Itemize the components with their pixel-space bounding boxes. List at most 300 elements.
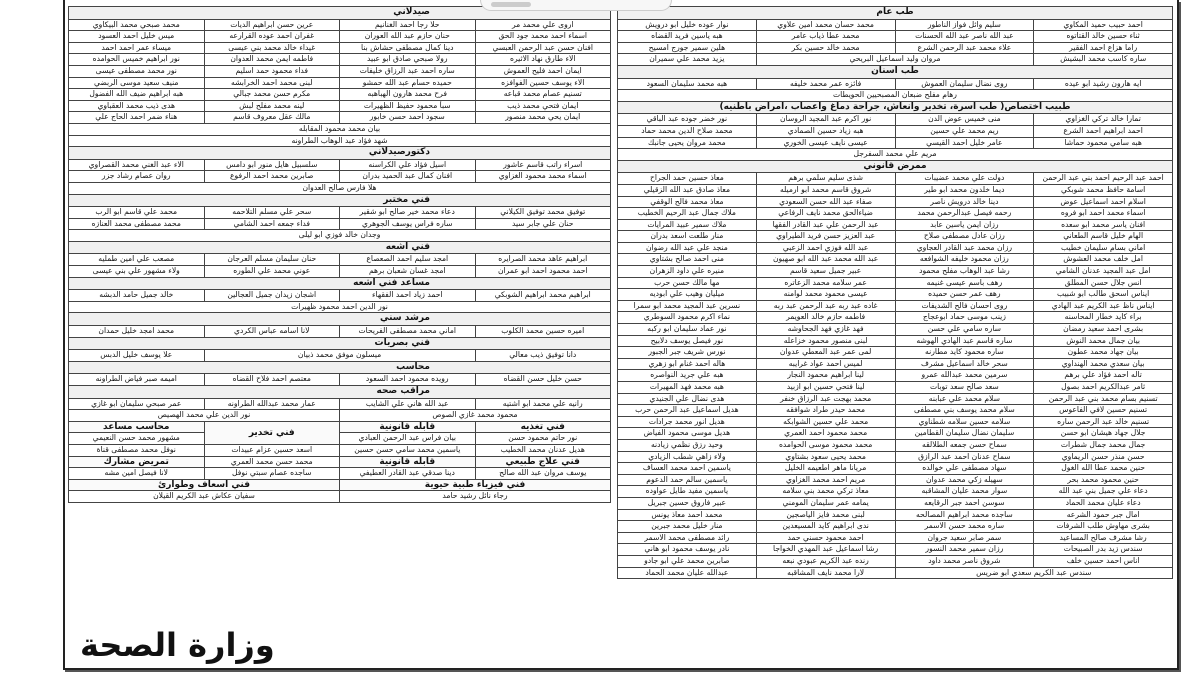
full-width-name: نور الدين احمد محمود ظهيرات: [69, 301, 611, 313]
name-cell: جلال جهاد هيشان ابو حسن: [1034, 428, 1173, 440]
name-cell: سهاد مصطفى علي خوالده: [895, 463, 1034, 475]
table-row: [618, 544, 1173, 556]
section-header-row: [69, 194, 611, 207]
name-cell: منى خميس عوض الدن: [895, 114, 1034, 126]
name-cell: نور فيصل يوسف دلابيح: [618, 335, 757, 347]
name-cell: امل عبد المجيد عدنان الشامي: [1034, 266, 1173, 278]
name-cell: ياسمين محمد سامي حسن حسين: [340, 444, 476, 456]
name-cell: اميره حسين محمد الكلوب: [475, 326, 611, 338]
name-cell: تاله احمد فؤاد علي برهم: [1034, 370, 1173, 382]
scrollbar-thumb[interactable]: [491, 2, 531, 7]
section-header-counselor: مرشد سني: [69, 313, 611, 326]
name-cell: معاذ تركي محمد بني سلامه: [756, 486, 895, 498]
table-row: [69, 326, 611, 338]
name-cell: نور اكرم عبد المجيد الروسان: [756, 114, 895, 126]
section-header-health-inspector: مراقب صحه: [69, 386, 611, 399]
name-cell: يوسف مروان عبد الله صالح: [475, 468, 611, 480]
section-header-row: [69, 147, 611, 160]
name-cell: رزان ايمن ياسين عابد: [895, 219, 1034, 231]
name-cell: حسن خليل حسن القضاه: [475, 374, 611, 386]
name-cell: محمد محمود موسى الحوامده: [756, 439, 895, 451]
name-cell: ولاء زاهي شطب الزيادي: [618, 451, 757, 463]
table-row: [69, 123, 611, 135]
horizontal-scrollbar[interactable]: [480, 0, 672, 11]
name-cell: ياسمين مفيد طايل عواوده: [618, 486, 757, 498]
name-cell: صابرين محمد علي ابو جادو: [618, 555, 757, 567]
name-cell: هديل موسى محمود الفياض: [618, 428, 757, 440]
name-cell: ايناس اسحق طالب ابو شبيب: [1034, 289, 1173, 301]
name-cell: هبه محمد سليمان السعود: [618, 78, 757, 90]
full-width-name: مريم علي محمد السفرجل: [618, 149, 1173, 161]
section-header-row: [69, 337, 611, 350]
name-cell: سفيان عكاش عبد الكريم القيلان: [69, 491, 340, 503]
name-cell: فائزه عمر محمد خليفه: [756, 78, 895, 90]
name-cell: اسامة حافظ محمد شوبكي: [1034, 184, 1173, 196]
name-cell: تسنيم خالد عبد الرحمن ساره: [1034, 416, 1173, 428]
name-cell: منيره علي داود الزهران: [618, 266, 757, 278]
name-cell: محمد احمد معاذ يونس: [618, 509, 757, 521]
name-cell: بيان جهاد محمد عطون: [1034, 347, 1173, 359]
subsection-title: فني فيزياء طبية حيوية: [340, 479, 611, 491]
table-row: [618, 114, 1173, 126]
section-header-specialist: طبيب اختصاص( طب اسرة، تخدير وانعاش، جراحة دماغ واعصاب ،امراض باطنيه): [618, 101, 1173, 114]
table-row: [69, 290, 611, 302]
name-cell: محمد محمود احمد العمري: [756, 428, 895, 440]
name-cell: بيان سعدي محمد الهنداوي: [1034, 358, 1173, 370]
table-row: [69, 433, 611, 445]
name-cell: بيان فراس عبد الرحمن العبادي: [340, 433, 476, 445]
section-header-row: [69, 241, 611, 254]
subsection-title: فني تخدير: [204, 421, 340, 444]
name-cell: سندس زيد بدر الصبيحات: [1034, 544, 1173, 556]
name-cell: حنان سليمان مسلم العرجان: [204, 254, 340, 266]
table-row: [618, 208, 1173, 220]
table-row: [69, 54, 611, 66]
name-cell: هديل عدنان محمد الخطيب: [475, 444, 611, 456]
name-cell: توفيق محمد توفيق الكيلاني: [475, 207, 611, 219]
section-header-lab-tech: فني مختبر: [69, 194, 611, 207]
name-cell: عبد الرحمن علي عبد القادر الفقها: [756, 219, 895, 231]
table-row: [618, 439, 1173, 451]
table-row: [69, 89, 611, 101]
table-row: [69, 456, 611, 468]
name-cell: ايمان احمد فليح العموش: [475, 65, 611, 77]
section-header-row: [618, 101, 1173, 114]
name-cell: دينا صدقي عبد القادر العطيفي: [340, 468, 476, 480]
table-row: [69, 410, 611, 422]
section-header-row: [69, 313, 611, 326]
section-header-row: [69, 386, 611, 399]
name-cell: ثناء حسين خالد القتاتوه: [1034, 31, 1173, 43]
table-row: [69, 230, 611, 242]
name-cell: اشجان زيدان جميل العجالين: [204, 290, 340, 302]
name-cell: اسراء راتب قاسم عاشور: [475, 159, 611, 171]
section-header-row: [618, 65, 1173, 78]
name-cell: مريم احمد محمد الغزاوي: [756, 474, 895, 486]
name-cell: تسنيم حسين لافي الفاعوس: [1034, 405, 1173, 417]
table-row: [618, 416, 1173, 428]
table-row: [618, 497, 1173, 509]
name-cell: الاء عبد الغني محمد القصراوي: [69, 159, 205, 171]
name-cell: جمال محمد جمال شطرات: [1034, 439, 1173, 451]
name-cell: براء كايد خطار المحاسنه: [1034, 312, 1173, 324]
name-cell: ابراهيم محمد ابراهيم الشوبكي: [475, 290, 611, 302]
name-cell: ندى ابراهيم كايد المسيعدين: [756, 521, 895, 533]
section-header-radiology-assistant: مساعد فني اشعه: [69, 277, 611, 290]
name-cell: معاذ صادق عبد الله الزقيلي: [618, 184, 757, 196]
table-row: [618, 463, 1173, 475]
subsection-title: محاسب مساعد: [69, 421, 205, 433]
left-panel: [68, 6, 611, 503]
table-row: [69, 266, 611, 278]
name-cell: امجد سليم احمد الصعصاع: [340, 254, 476, 266]
name-cell: هبه زياد حسين الصمادي: [756, 125, 895, 137]
table-row: [618, 532, 1173, 544]
name-cell: صفاء عبد الله حسن السعودي: [756, 196, 895, 208]
name-cell: احمد محمود حسني حمد: [756, 532, 895, 544]
name-cell: منجد علي عبد الله رضوان: [618, 242, 757, 254]
name-cell: اسعد حسين عزام عبيدات: [204, 444, 340, 456]
name-cell: دينا خالد درويش ناصر: [895, 196, 1034, 208]
name-cell: ايه هارون رشيد ابو عيده: [1034, 78, 1173, 90]
name-cell: سلسبيل هايل منور ابو دامس: [204, 159, 340, 171]
name-cell: سماح حسن جمعه الطلالقه: [895, 439, 1034, 451]
name-cell: رشا عبد الوهاب مفلح محمود: [895, 266, 1034, 278]
name-cell: زينب موسى حماد ابوعجاج: [895, 312, 1034, 324]
name-cell: سلام محمد يوسف بني مصطفى: [895, 405, 1034, 417]
name-cell: رائد مصطفى محمد الاسمر: [618, 532, 757, 544]
name-cell: غيداء خالد محمد بني عيسى: [204, 42, 340, 54]
name-cell: احمد عبد الرحيم احمد بني عبد الرحمن: [1034, 173, 1173, 185]
name-cell: روى احسان فالح الشديفات: [895, 300, 1034, 312]
name-cell: يزيد محمد علي سميران: [618, 54, 757, 66]
name-cell: بشرى احمد سعيد رمضان: [1034, 324, 1173, 336]
table-row: [618, 184, 1173, 196]
name-cell: نور حاتم محمود حسن: [475, 433, 611, 445]
name-cell: سعد صالح سعد توبات: [895, 382, 1034, 394]
section-header-row: [69, 361, 611, 374]
name-cell: ايناس ناظ عبد الكريم عبد الهادي: [1034, 300, 1173, 312]
name-cell: صابرين محمد احمد الرفوع: [204, 171, 340, 183]
table-row: [69, 421, 611, 433]
table-row: [618, 277, 1173, 289]
name-cell: الاء يوسف حسين الفوافزه: [475, 77, 611, 89]
name-cell: سندس عبد الكريم سعدي ابو ضريس: [895, 567, 1173, 579]
name-cell: نور عماد سليمان ابو ركبه: [618, 324, 757, 336]
name-cell: حميده حسام عبد الله حمشو: [340, 77, 476, 89]
subsection-title: فني اسعاف وطوارئ: [69, 479, 340, 491]
table-row: [618, 78, 1173, 90]
name-cell: سمر صابر سعيد جروان: [895, 532, 1034, 544]
table-row: [69, 171, 611, 183]
full-width-name: بيان محمد محمود المقابله: [69, 123, 611, 135]
name-cell: نور محمد مصطفى عيسى: [69, 65, 205, 77]
table-row: [69, 254, 611, 266]
name-cell: لميس احمد عواد غرايبه: [756, 358, 895, 370]
name-cell: علا يوسف خليل الدبس: [69, 350, 205, 362]
name-cell: منيف سعيد موسى الربضي: [69, 77, 205, 89]
name-cell: حنان حازم عبد الله العوران: [340, 31, 476, 43]
name-cell: حنين محمود محمد بحر: [1034, 474, 1173, 486]
name-cell: عبد العزيز حسن فريد الطيراوي: [756, 231, 895, 243]
name-cell: ريم محمد علي حسين: [895, 125, 1034, 137]
table-row: [69, 77, 611, 89]
name-cell: اسيل فؤاد علي الكراسنه: [340, 159, 476, 171]
name-cell: شروق قاسم محمد ابو ارميله: [756, 184, 895, 196]
table-row: [69, 135, 611, 147]
right-panel: [617, 6, 1173, 579]
name-cell: انس جلال حسن المطلق: [1034, 277, 1173, 289]
table-row: [618, 90, 1173, 102]
full-width-name: رهام مفلح ضبعان المصبحيين الحويطات: [618, 90, 1173, 102]
name-cell: ياسمين سالم حمد الدعوم: [618, 474, 757, 486]
name-cell: هبه ابراهيم ضيف الله الفضول: [69, 89, 205, 101]
name-cell: ملاك جمال عبد الرحيم الخطيب: [618, 208, 757, 220]
table-row: [69, 65, 611, 77]
name-cell: ديما خلدون محمد ابو طير: [895, 184, 1034, 196]
name-cell: مشهور محمد حسن النعيمي: [69, 433, 205, 445]
name-cell: سوسن احمد جبر الرقايعه: [895, 497, 1034, 509]
name-cell: عامر خليل احمد القيسي: [895, 137, 1034, 149]
name-cell: ساره محمود كايد مطارنه: [895, 347, 1034, 359]
name-cell: ملاك سمير عبيد المرايات: [618, 219, 757, 231]
name-cell: رهف عمر حسن حميده: [895, 289, 1034, 301]
name-cell: محمد عطا ذياب عامر: [756, 31, 895, 43]
name-cell: ساره كاسب محمد البشيش: [1034, 54, 1173, 66]
name-cell: غاده عبد ربه عبد الرحمن عبد ربه: [756, 300, 895, 312]
name-cell: هدى ذيب محمد العقباوي: [69, 100, 205, 112]
subsection-title: قابله قانونية: [340, 421, 476, 433]
name-cell: رزان سمير محمد النسور: [895, 544, 1034, 556]
name-cell: هديل انور محمد جرادات: [618, 416, 757, 428]
name-cell: عبد الله فوزي احمد الزعبي: [756, 242, 895, 254]
name-cell: دينا كمال مصطفى حشاش بنا: [340, 42, 476, 54]
section-header-row: [618, 160, 1173, 173]
name-cell: ساره محمد حسن الاسمر: [895, 521, 1034, 533]
name-cell: سجود احمد حسن خابور: [340, 112, 476, 124]
name-cell: رزان محمود خليفه الشوافعه: [895, 254, 1034, 266]
name-cell: حنان علي جابر سيد: [475, 218, 611, 230]
name-cell: عيسى محمود محمد لوامنه: [756, 289, 895, 301]
name-cell: رشا مشرف صالح المساعيد: [1034, 532, 1173, 544]
table-row: [69, 444, 611, 456]
name-cell: عبد الله هاني علي الشايب: [340, 398, 476, 410]
table-row: [69, 100, 611, 112]
table-row: [618, 405, 1173, 417]
name-cell: غفران احمد عوده القرارعه: [204, 31, 340, 43]
right-table: [617, 6, 1173, 579]
name-cell: فرح محمد هارون الهباهبه: [340, 89, 476, 101]
section-header-radiology: فني اشعه: [69, 241, 611, 254]
name-cell: اسلام احمد اسماعيل عوض: [1034, 196, 1173, 208]
name-cell: فداء جمعه احمد الشامي: [204, 218, 340, 230]
name-cell: رزان عادل مصطفى صلاح: [895, 231, 1034, 243]
name-cell: دعاء محمد خير صالح ابو شقير: [340, 207, 476, 219]
name-cell: دعاء عليان محمد الحماد: [1034, 497, 1173, 509]
full-width-name: محمود محمد غازي الصوص: [340, 410, 611, 422]
table-row: [618, 19, 1173, 31]
name-cell: فاطمه حازم خالد العويمر: [756, 312, 895, 324]
section-header-nursing: ممرض قانوني: [618, 160, 1173, 173]
name-cell: محمد حسان محمد امين علاوي: [756, 19, 895, 31]
name-cell: محمد صبحي محمد البيكاوي: [69, 19, 205, 31]
name-cell: ياسمين احمد محمد العساف: [618, 463, 757, 475]
name-cell: سلامه حسين سلامه شطناوي: [895, 416, 1034, 428]
name-cell: ميس خليل احمد العسود: [69, 31, 205, 43]
name-cell: روى نضال سليمان العموش: [895, 78, 1034, 90]
name-cell: خالد جميل حامد الدبشه: [69, 290, 205, 302]
name-cell: مروان وليد اسماعيل البريحي: [756, 54, 1034, 66]
name-cell: معاذ حسين حمد الجراح: [618, 173, 757, 185]
name-cell: محمد امجد خليل حمدان: [69, 326, 205, 338]
name-cell: عبد الله محمد عبد الله ابو صهيون: [756, 254, 895, 266]
name-cell: سحر خالد اسماعيل مشرف: [895, 358, 1034, 370]
name-cell: هاله احمد غنام ابو زهري: [618, 358, 757, 370]
section-header-dentistry: طب اسنان: [618, 65, 1173, 78]
name-cell: محمد حيدر طراد شوافقه: [756, 405, 895, 417]
name-cell: سرمين محمد عبدالله عمرو: [895, 370, 1034, 382]
name-cell: حنين محمد عطا الله الغول: [1034, 463, 1173, 475]
name-cell: ساجده محمد ابراهيم المصالحه: [895, 509, 1034, 521]
full-width-name: شهد فؤاد عبد الوهاب الطراونه: [69, 135, 611, 147]
full-width-name: نور الدين علي محمد الهصيص: [69, 410, 340, 422]
name-cell: عبدالله عليان محمد الحماد: [618, 567, 757, 579]
name-cell: حسن منذر حسن الريماوي: [1034, 451, 1173, 463]
name-cell: سوار محمد عليان المشاقبه: [895, 486, 1034, 498]
name-cell: منار خليل محمد جبرين: [618, 521, 757, 533]
name-cell: معتصم احمد فلاح القضاه: [204, 374, 340, 386]
table-row: [618, 149, 1173, 161]
name-cell: ساره سامي علي حسن: [895, 324, 1034, 336]
section-header-row: [69, 277, 611, 290]
name-cell: تمارا خالد تركي الغزاوي: [1034, 114, 1173, 126]
table-row: [618, 300, 1173, 312]
name-cell: هبه محمد فهد المهيرات: [618, 382, 757, 394]
name-cell: بيان جمال محمد النوش: [1034, 335, 1173, 347]
name-cell: مالك عقل معروف قاسم: [204, 112, 340, 124]
table-row: [69, 218, 611, 230]
name-cell: ميليان وهيب علي ابوديه: [618, 289, 757, 301]
name-cell: اسماء محمد احمد ابو فروه: [1034, 208, 1173, 220]
name-cell: فهد غازي فهد الجحاوشه: [756, 324, 895, 336]
name-cell: الاء طارق نهاد الاثيره: [475, 54, 611, 66]
name-cell: يمامه عمر سليمان المومني: [756, 497, 895, 509]
table-row: [618, 242, 1173, 254]
name-cell: هديل اسماعيل عبد الرحمن حرب: [618, 405, 757, 417]
name-cell: ساره قاسم عبد الهادي الهوشه: [895, 335, 1034, 347]
table-row: [69, 350, 611, 362]
name-cell: رويده محمود احمد السعود: [340, 374, 476, 386]
name-cell: فاطمه ايمن محمد العدوان: [204, 54, 340, 66]
name-cell: دولت علي محمد عضيبات: [895, 173, 1034, 185]
name-cell: افنان حسن عبد الرحمن العبسي: [475, 42, 611, 54]
full-width-name: هلا فارس صالح العدوان: [69, 182, 611, 194]
name-cell: هبه ياسين فريد القضاه: [618, 31, 757, 43]
name-cell: لانا فيصل امين مشه: [69, 468, 205, 480]
name-cell: ميساء عمر احمد احمد: [69, 42, 205, 54]
name-cell: احمد حبيب حميد المكاوي: [1034, 19, 1173, 31]
name-cell: روان عصام رشاد جزر: [69, 171, 205, 183]
table-row: [618, 335, 1173, 347]
name-cell: احمد زياد احمد الفقهاء: [340, 290, 476, 302]
name-cell: شروق ناصر محمد داود: [895, 555, 1034, 567]
name-cell: نور خضر جوده عبد الباقي: [618, 114, 757, 126]
name-cell: ساجده عصام سبتي نوفل: [204, 468, 340, 480]
table-row: [618, 254, 1173, 266]
name-cell: سبأ محمود حفيظ الظهيرات: [340, 100, 476, 112]
name-cell: لبنى محمد فايز الياصجين: [756, 509, 895, 521]
name-cell: مريانا ماهر اطعيمه الخليل: [756, 463, 895, 475]
name-cell: سماح عدنان احمد عبد الرازق: [895, 451, 1034, 463]
subsection-title: قابله قانونية: [340, 456, 476, 468]
name-cell: احمد ابراهيم احمد الشرع: [1034, 125, 1173, 137]
name-cell: لبنى منصور محمود خزاعله: [756, 335, 895, 347]
subsection-title: فني علاج طبيعي: [475, 456, 611, 468]
table-row: [618, 312, 1173, 324]
table-row: [69, 182, 611, 194]
name-cell: سليمان نضال سليمان القطامين: [895, 428, 1034, 440]
name-cell: نماء اكرم محمود السوطري: [618, 312, 757, 324]
name-cell: ايمان يحي محمد منصور: [475, 112, 611, 124]
name-cell: احمد محمود احمد ابو عمران: [475, 266, 611, 278]
table-row: [69, 491, 611, 503]
name-cell: ابراهيم عاهد محمد الصرايره: [475, 254, 611, 266]
name-cell: محمد علي قاسم ابو الرب: [69, 207, 205, 219]
table-row: [618, 382, 1173, 394]
table-row: [618, 428, 1173, 440]
name-cell: عيسى نايف عيسى الخوري: [756, 137, 895, 149]
table-row: [618, 54, 1173, 66]
name-cell: حلا رجا احمد الغنانيم: [340, 19, 476, 31]
subsection-title: فني تغذيه: [475, 421, 611, 433]
table-row: [618, 219, 1173, 231]
table-row: [618, 289, 1173, 301]
table-row: [618, 31, 1173, 43]
name-cell: امجد غسان شعبان برهم: [340, 266, 476, 278]
table-row: [618, 393, 1173, 405]
table-row: [618, 231, 1173, 243]
table-row: [618, 567, 1173, 579]
table-row: [618, 555, 1173, 567]
name-cell: لبنى محمد احمد الخرابشه: [204, 77, 340, 89]
name-cell: نوفل محمد مصطفى قناة: [69, 444, 205, 456]
table-row: [69, 398, 611, 410]
name-cell: محمد علي حسين الشوابكه: [756, 416, 895, 428]
name-cell: نسرين عبد المجيد محمد ابو سمرا: [618, 300, 757, 312]
name-cell: سهيله زكي محمد عدوان: [895, 474, 1034, 486]
name-cell: رهف باسم عيسى غنيمه: [895, 277, 1034, 289]
section-header-general-medicine: طب عام: [618, 7, 1173, 20]
ministry-logo-text: وزارة الصحة: [80, 626, 275, 664]
name-cell: محمد صلاح الدين محمد حماد: [618, 125, 757, 137]
name-cell: رشا اسماعيل عبد المهدي الخواجا: [756, 544, 895, 556]
name-cell: عمر صبحي سليمان ابو غازي: [69, 398, 205, 410]
table-row: [618, 486, 1173, 498]
name-cell: ثامر عبدالكريم احمد بصول: [1034, 382, 1173, 394]
table-row: [69, 42, 611, 54]
table-row: [69, 468, 611, 480]
name-cell: ميسلون موفق محمد ذبيان: [204, 350, 475, 362]
table-row: [618, 42, 1173, 54]
name-cell: لينا فتحي حسين ابو ازبيد: [756, 382, 895, 394]
name-cell: ولاء مشهور علي بني عيسى: [69, 266, 205, 278]
name-cell: عبير فاروق حسين جبريل: [618, 497, 757, 509]
name-cell: عرين حسن ابراهيم الديات: [204, 19, 340, 31]
table-row: [618, 474, 1173, 486]
name-cell: نورس شريف جبر الجبور: [618, 347, 757, 359]
name-cell: منار طلعت اسعد بدران: [618, 231, 757, 243]
name-cell: تسنيم عصام محمد قباعه: [475, 89, 611, 101]
